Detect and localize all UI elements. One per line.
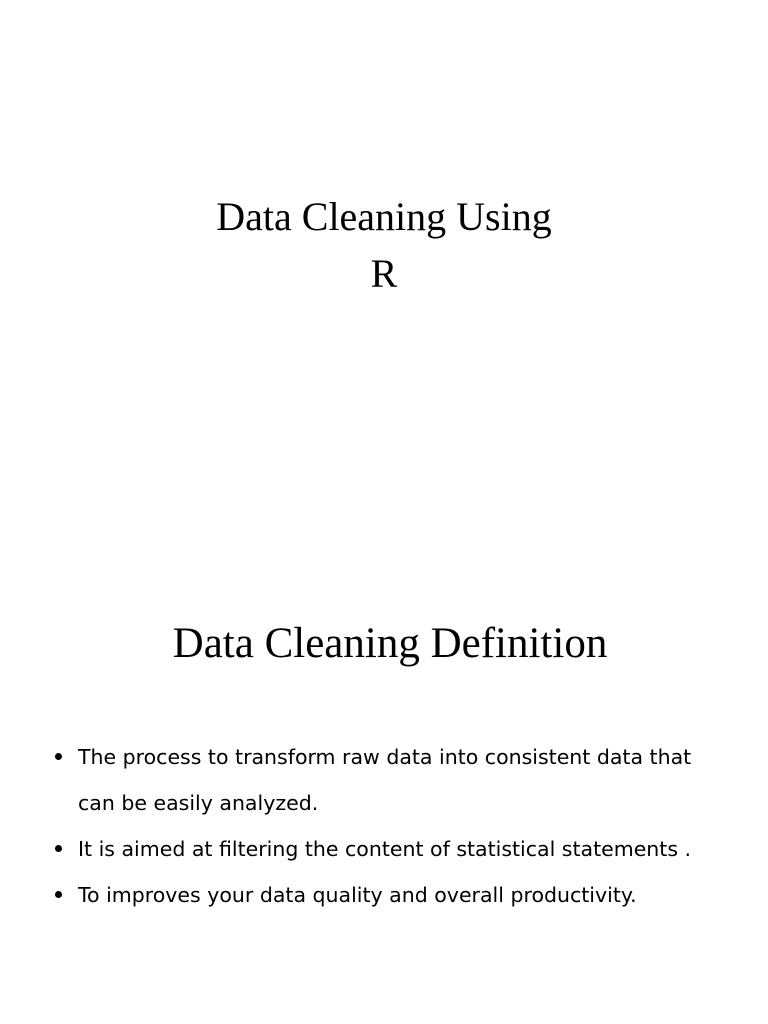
bullet-item bbox=[52, 826, 732, 872]
bullet-text: To improves your data quality and overall productivity. bbox=[78, 883, 637, 907]
bullet-text: It is aimed at filtering the content of statistical statements . bbox=[78, 837, 692, 861]
definition-slide bbox=[0, 512, 768, 1024]
bullet-text: The process to transform raw data into consistent data that can be easily analyzed. bbox=[78, 745, 692, 815]
slide-title: Data Cleaning Definition bbox=[172, 620, 608, 667]
bullet-item bbox=[52, 734, 732, 826]
bullet-icon bbox=[55, 891, 62, 898]
slide-title-line: R bbox=[370, 251, 398, 296]
bullet-item bbox=[52, 872, 732, 918]
slide-title-line: Data Cleaning Using bbox=[216, 194, 552, 239]
slide-title bbox=[0, 188, 768, 302]
bullet-icon bbox=[55, 753, 62, 760]
bullet-icon bbox=[55, 845, 62, 852]
bullet-list bbox=[52, 734, 732, 918]
